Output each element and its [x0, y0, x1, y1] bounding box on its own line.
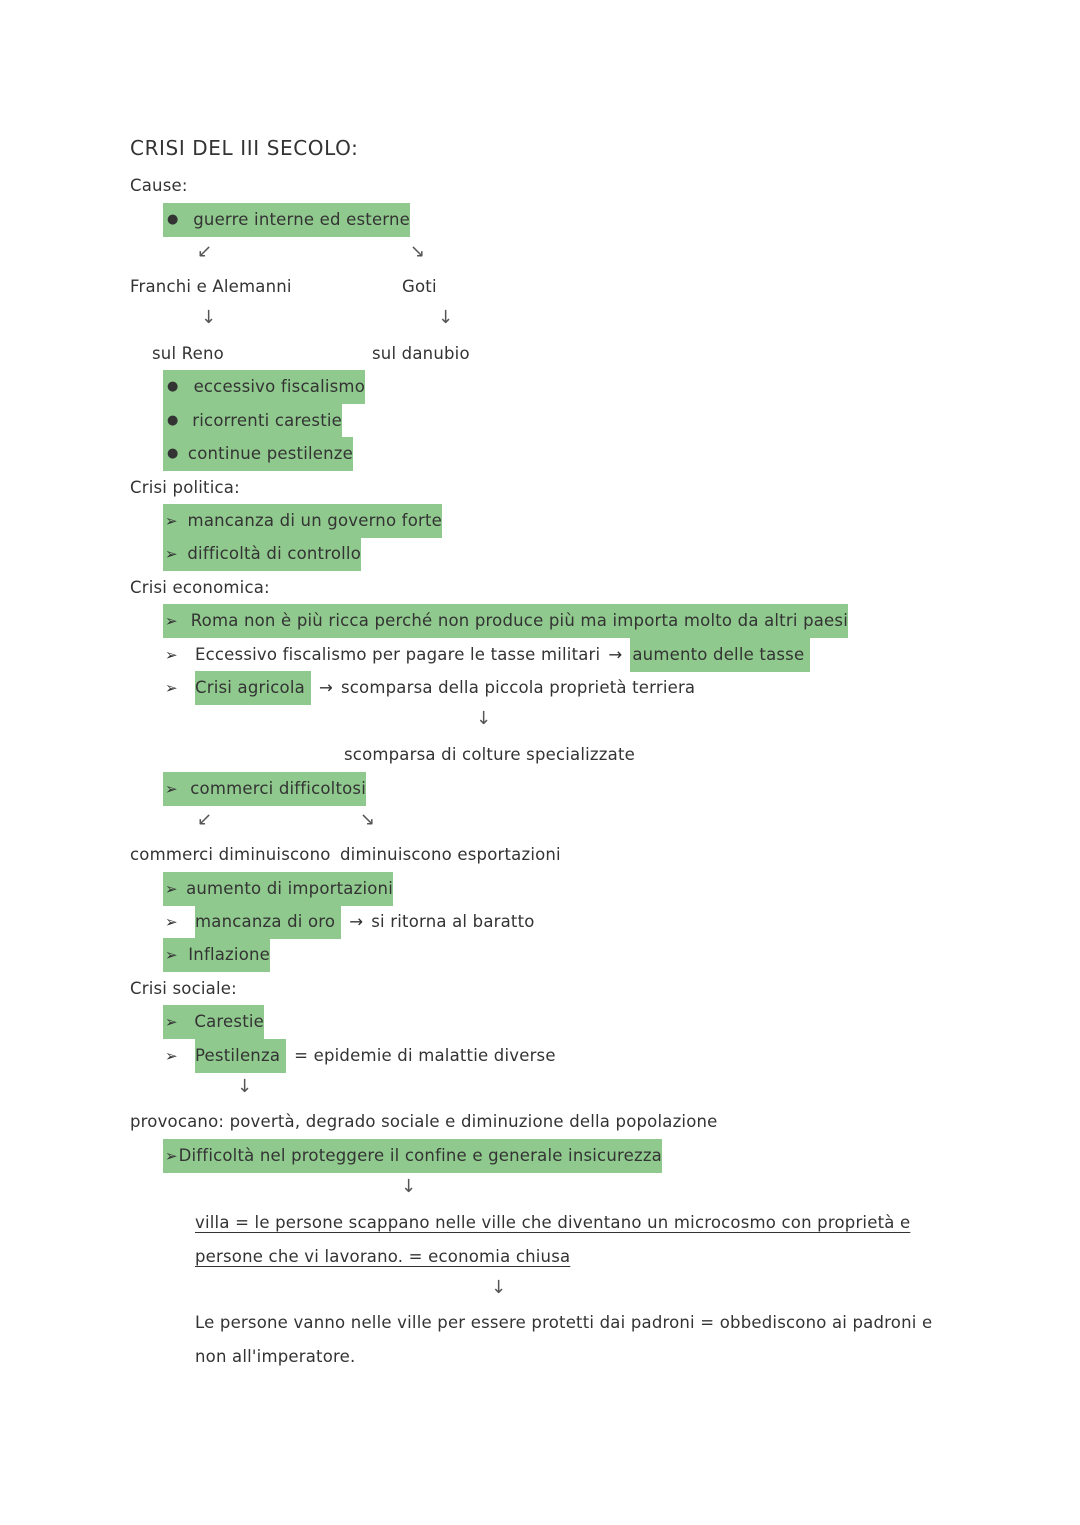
- cause-item: [163, 370, 365, 404]
- economica-roma-text: Roma non è più ricca perché non produce più ma importa molto da altri paesi: [190, 611, 848, 630]
- danubio-label: sul danubio: [372, 344, 470, 363]
- arrowhead-icon: ➢: [165, 1013, 178, 1031]
- economica-fisc-item: [163, 638, 810, 672]
- bullet-icon: ●: [167, 446, 179, 461]
- economica-oro-result: si ritorna al baratto: [371, 912, 535, 931]
- villa-line-1: villa = le persone scappano nelle ville che diventano un microcosmo con proprietà e: [195, 1213, 911, 1232]
- economica-agr-result: scomparsa della piccola proprietà terriera: [340, 678, 696, 697]
- arrow-down-icon: ↓: [491, 1277, 507, 1298]
- sociale-carestie-text: Carestie: [194, 1012, 264, 1031]
- economica-commerci-text: commerci difficoltosi: [190, 779, 366, 798]
- arrowhead-icon: ➢: [165, 646, 178, 664]
- politica-item-text: difficoltà di controllo: [187, 544, 361, 563]
- arrowhead-icon: ➢: [165, 780, 178, 798]
- arrow-down-icon: ↓: [237, 1076, 253, 1097]
- economica-inflazione-text: Inflazione: [188, 945, 270, 964]
- cause-item-text: eccessivo fiscalismo: [193, 377, 365, 396]
- arrow-down-right-icon: ↘: [410, 241, 426, 262]
- arrow-down-icon: ↓: [438, 307, 454, 328]
- cause-item-text: continue pestilenze: [187, 444, 353, 463]
- politica-item-text: mancanza di un governo forte: [187, 511, 442, 530]
- sociale-pestilenza-item: [163, 1039, 556, 1073]
- arrowhead-icon: ➢: [165, 1147, 178, 1165]
- cause-war-text: guerre interne ed esterne: [193, 210, 410, 229]
- cause-heading: Cause:: [130, 176, 188, 195]
- reno-label: sul Reno: [152, 344, 224, 363]
- goti-label: Goti: [402, 277, 437, 296]
- commerci-diminuiscono: commerci diminuiscono: [130, 845, 331, 864]
- bullet-icon: ●: [167, 379, 179, 394]
- arrow-down-left-icon: ↙: [197, 241, 213, 262]
- cause-item-text: ricorrenti carestie: [192, 411, 342, 430]
- page-title: CRISI DEL III SECOLO:: [130, 136, 359, 160]
- economica-agr-text: Crisi agricola: [195, 671, 311, 705]
- economica-inflazione-item: [163, 938, 270, 972]
- cause-item: [163, 437, 353, 471]
- economica-roma-item: [163, 604, 848, 638]
- arrowhead-icon: ➢: [165, 913, 178, 931]
- arrow-down-right-icon: ↘: [360, 809, 376, 830]
- economica-colture: scomparsa di colture specializzate: [344, 745, 635, 764]
- franchi-label: Franchi e Alemanni: [130, 277, 292, 296]
- esportazioni-diminuiscono: diminuiscono esportazioni: [340, 845, 561, 864]
- sociale-heading: Crisi sociale:: [130, 979, 237, 998]
- economica-agr-item: [163, 671, 695, 705]
- arrowhead-icon: ➢: [165, 545, 178, 563]
- final-line-1: Le persone vanno nelle ville per essere protetti dai padroni = obbediscono ai padroni e: [195, 1313, 933, 1332]
- arrowhead-icon: ➢: [165, 946, 178, 964]
- arrow-down-icon: ↓: [476, 708, 492, 729]
- arrow-down-icon: ↓: [401, 1176, 417, 1197]
- politica-item: [163, 504, 442, 538]
- bullet-icon: ●: [167, 413, 179, 428]
- arrow-right-icon: →: [608, 645, 623, 664]
- economica-fisc-text: Eccessivo fiscalismo per pagare le tasse militari: [195, 645, 601, 664]
- sociale-confine-text: Difficoltà nel proteggere il confine e generale insicurezza: [178, 1146, 662, 1165]
- economica-commerci-item: [163, 772, 366, 806]
- cause-war-item: [163, 203, 410, 237]
- politica-heading: Crisi politica:: [130, 478, 240, 497]
- arrow-down-left-icon: ↙: [197, 809, 213, 830]
- arrowhead-icon: ➢: [165, 1047, 178, 1065]
- arrowhead-icon: ➢: [165, 679, 178, 697]
- arrow-right-icon: →: [318, 678, 333, 697]
- arrowhead-icon: ➢: [165, 512, 178, 530]
- sociale-confine-item: [163, 1139, 662, 1173]
- arrow-down-icon: ↓: [201, 307, 217, 328]
- economica-fisc-result: aumento delle tasse: [630, 638, 810, 672]
- arrowhead-icon: ➢: [165, 880, 178, 898]
- sociale-pestilenza-result: = epidemie di malattie diverse: [294, 1046, 556, 1065]
- economica-importazioni-text: aumento di importazioni: [186, 879, 393, 898]
- bullet-icon: ●: [167, 212, 179, 227]
- villa-line-2: persone che vi lavorano. = economia chiusa: [195, 1247, 571, 1266]
- sociale-pestilenza-text: Pestilenza: [195, 1039, 286, 1073]
- cause-item: [163, 404, 342, 438]
- politica-item: [163, 537, 361, 571]
- economica-oro-item: [163, 905, 535, 939]
- economica-importazioni-item: [163, 872, 393, 906]
- final-line-2: non all'imperatore.: [195, 1347, 356, 1366]
- economica-heading: Crisi economica:: [130, 578, 270, 597]
- sociale-carestie-item: [163, 1005, 264, 1039]
- arrowhead-icon: ➢: [165, 612, 178, 630]
- sociale-provocano: provocano: povertà, degrado sociale e diminuzione della popolazione: [130, 1112, 718, 1131]
- economica-oro-text: mancanza di oro: [195, 905, 341, 939]
- arrow-right-icon: →: [349, 912, 364, 931]
